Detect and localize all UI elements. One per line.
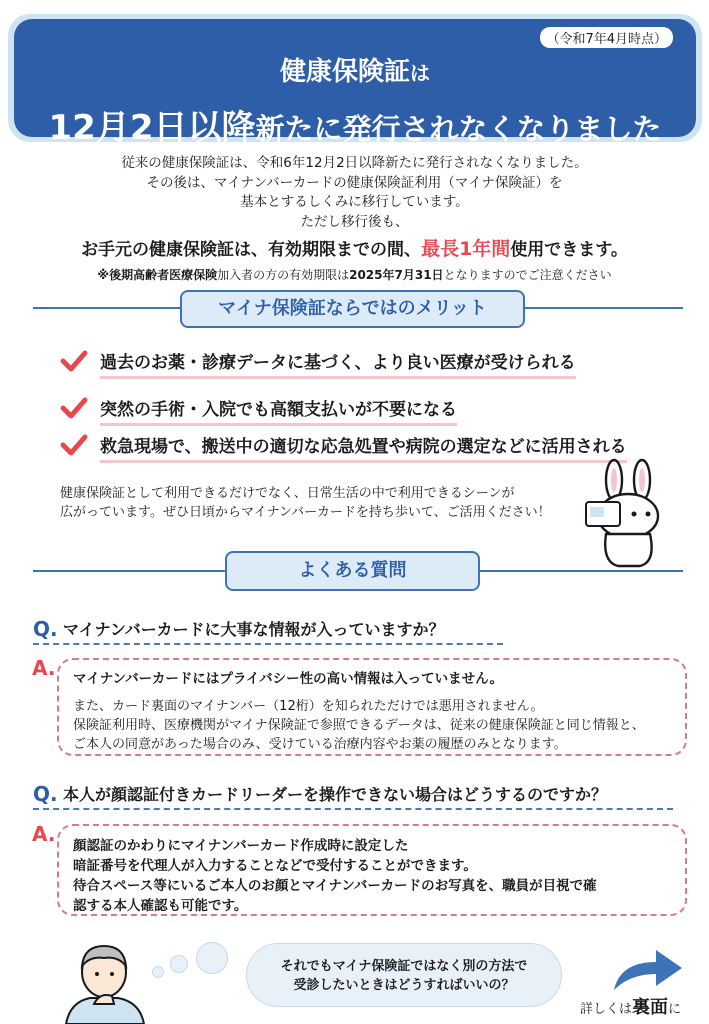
answer-line: 保険証利用時、医療機関がマイナ保険証で参照できるデータは、従来の健康保険証と同じ情報と、 bbox=[73, 718, 645, 733]
note-mid: 加入者の方の有効期限は bbox=[217, 268, 350, 282]
q-mark: Q. bbox=[33, 782, 58, 806]
answer-line: 顔認証のかわりにマイナンバーカード作成時に設定した bbox=[73, 838, 409, 854]
answer-line: ご本人の同意があった場合のみ、受けている治療内容やお薬の履歴のみとなります。 bbox=[73, 737, 567, 752]
a-mark: A. bbox=[32, 822, 56, 846]
more-big: 裏面 bbox=[632, 997, 669, 1018]
desc-line: 健康保険証として利用できるだけでなく、日常生活の中で利用できるシーンが bbox=[60, 486, 515, 501]
intro-line: その後は、マイナンバーカードの健康保険証利用（マイナ保険証）を bbox=[146, 174, 563, 191]
see-back-side bbox=[580, 993, 681, 1019]
checkmark-icon bbox=[60, 397, 88, 419]
faq-answer-2 bbox=[57, 824, 687, 916]
note-pre: ※後期高齢者医療保険 bbox=[97, 268, 218, 282]
curved-arrow-icon bbox=[610, 944, 686, 994]
date-note: （令和7年4月時点） bbox=[540, 27, 673, 48]
highlight-pre: お手元の健康保険証は、有効期限までの間、 bbox=[81, 240, 422, 260]
validity-highlight bbox=[0, 234, 709, 261]
more-pre: 詳しくは bbox=[580, 1002, 633, 1017]
bubble-line: それでもマイナ保険証ではなく別の方法で bbox=[280, 959, 528, 974]
q-mark: Q. bbox=[33, 617, 58, 641]
title-rest: 新たに発行されなくなりました bbox=[255, 112, 662, 146]
checkmark-icon bbox=[60, 350, 88, 372]
question-text: 本人が顔認証付きカードリーダーを操作できない場合はどうするのですか？ bbox=[63, 785, 608, 804]
question-text: マイナンバーカードに大事な情報が入っていますか？ bbox=[63, 620, 445, 639]
elderly-note bbox=[0, 266, 709, 283]
bubble-line: 受診したいときはどうすればいいの？ bbox=[293, 978, 515, 993]
intro-paragraph bbox=[0, 154, 709, 232]
intro-line: 従来の健康保険証は、令和6年12月2日以降新たに発行されなくなりました。 bbox=[121, 155, 588, 171]
thought-dot bbox=[196, 942, 228, 974]
merit-text: 救急現場で、搬送中の適切な応急処置や病院の選定などに活用される bbox=[100, 432, 627, 463]
intro-line: 基本とするしくみに移行しています。 bbox=[240, 194, 469, 210]
mascot-rabbit-icon bbox=[584, 458, 674, 570]
title-date: 12月2日以降 bbox=[48, 108, 256, 148]
a-mark: A. bbox=[32, 656, 56, 680]
banner-title-line2 bbox=[14, 100, 696, 149]
title-health-insurance-card: 健康保険証 bbox=[279, 57, 410, 87]
checkmark-icon bbox=[60, 434, 88, 456]
answer-line: また、カード裏面のマイナンバー（12桁）を知られただけでは悪用されません。 bbox=[73, 699, 544, 714]
highlight-red: 最長1年間 bbox=[421, 238, 511, 260]
thought-dot bbox=[170, 955, 188, 973]
merits-description bbox=[60, 484, 551, 522]
thinking-person-icon bbox=[60, 940, 150, 1024]
answer-lead: マイナンバーカードにはプライバシー性の高い情報は入っていません。 bbox=[73, 671, 503, 687]
merits-heading: マイナ保険証ならではのメリット bbox=[180, 290, 525, 328]
answer-line: 認する本人確認も可能です。 bbox=[73, 898, 248, 914]
intro-line: ただし移行後も、 bbox=[300, 213, 409, 230]
thought-dot bbox=[152, 966, 164, 978]
faq-question-1 bbox=[33, 615, 503, 645]
note-date: 2025年7月31日 bbox=[349, 268, 444, 282]
merit-text: 過去のお薬・診療データに基づく、より良い医療が受けられる bbox=[100, 348, 576, 379]
highlight-post: 使用できます。 bbox=[510, 240, 628, 260]
faq-heading: よくある質問 bbox=[225, 551, 480, 591]
answer-line: 暗証番号を代理人が入力することなどで受付することができます。 bbox=[73, 858, 477, 874]
title-particle: は bbox=[410, 61, 430, 85]
banner-title-line1 bbox=[14, 51, 696, 88]
merit-text: 突然の手術・入院でも高額支払いが不要になる bbox=[100, 395, 457, 426]
note-post: となりますのでご注意ください bbox=[443, 268, 612, 282]
more-post: に bbox=[668, 1002, 682, 1017]
answer-line: 待合スペース等にいるご本人のお顔とマイナンバーカードのお写真を、職員が目視で確 bbox=[73, 878, 597, 894]
faq-answer-1 bbox=[57, 658, 687, 756]
faq-question-2 bbox=[33, 780, 673, 810]
question-bubble bbox=[246, 943, 562, 1007]
desc-line: 広がっています。ぜひ日頃からマイナンバーカードを持ち歩いて、ご活用ください！ bbox=[60, 505, 551, 520]
